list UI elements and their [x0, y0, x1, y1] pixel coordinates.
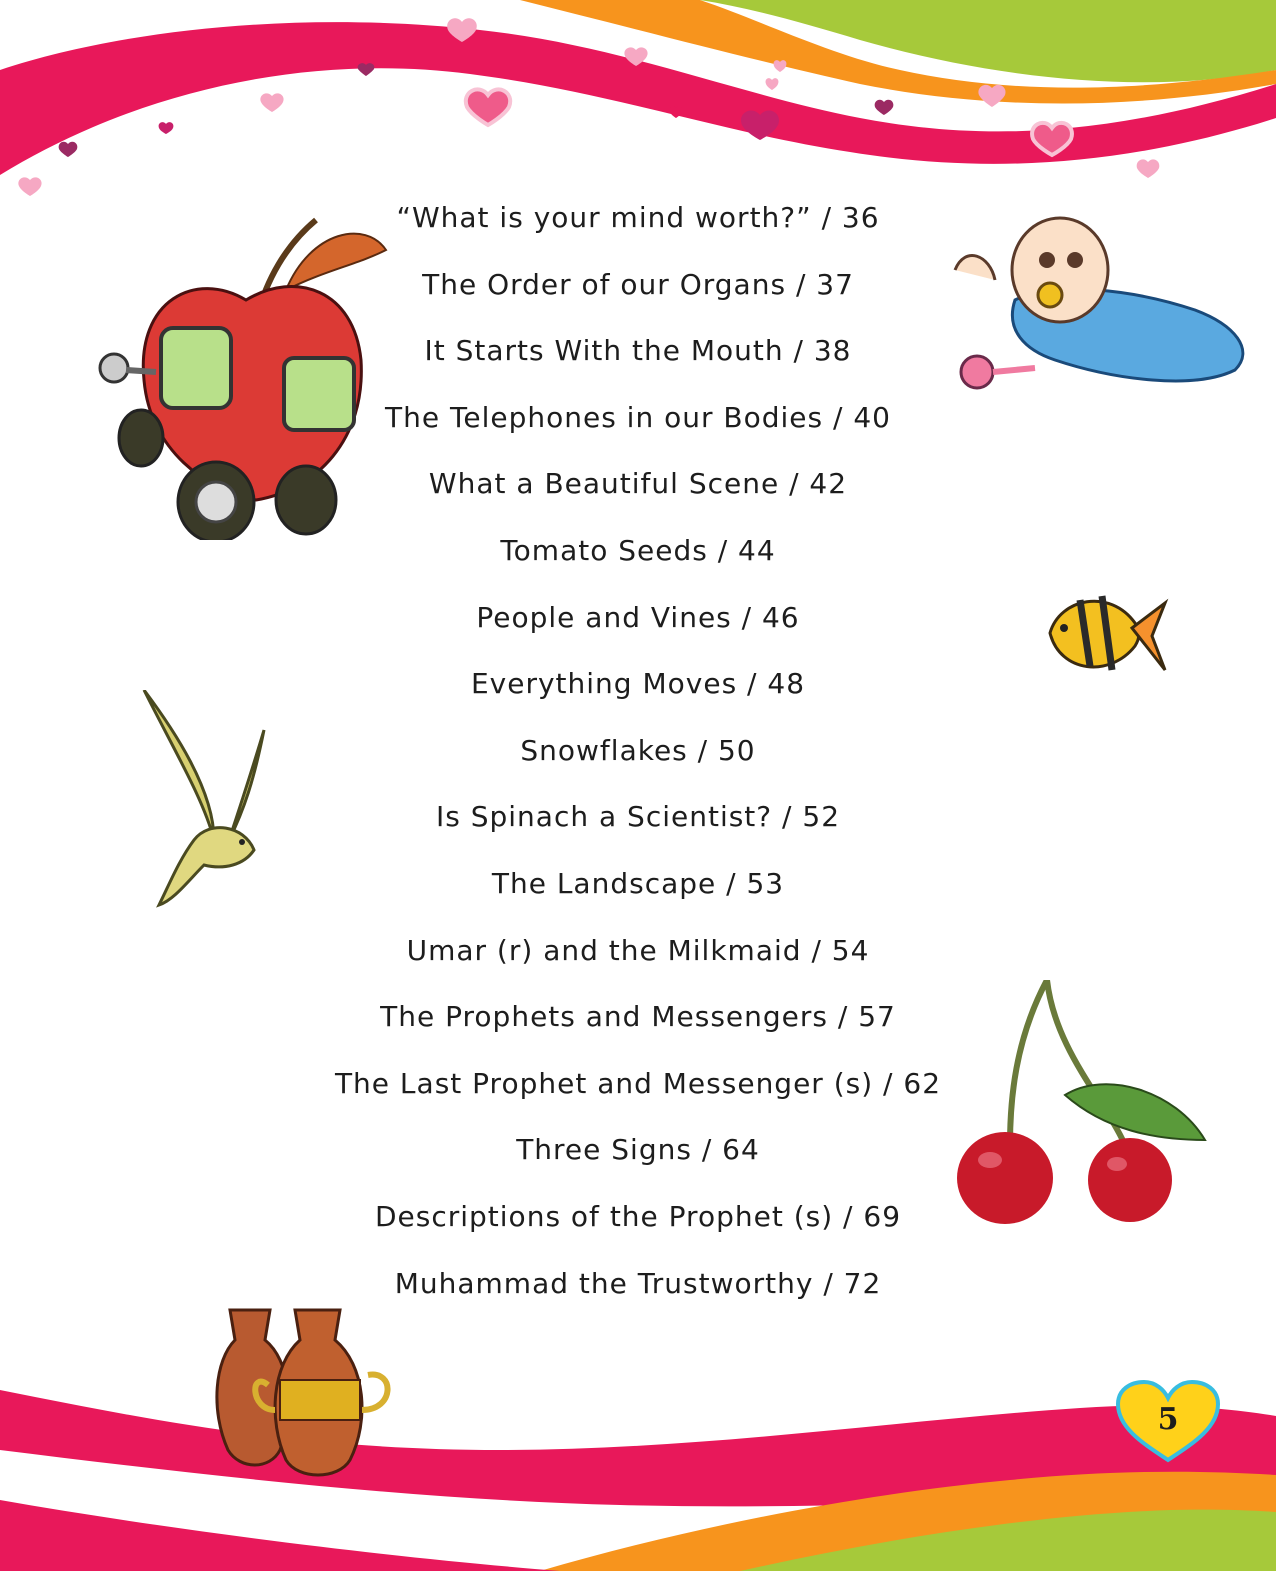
toc-entry: “What is your mind worth?” / 36: [396, 201, 880, 234]
toc-entry: What a Beautiful Scene / 42: [428, 467, 848, 501]
toc-entry: Descriptions of the Prophet (s) / 69: [374, 1199, 902, 1233]
toc-entry: Tomato Seeds / 44: [500, 533, 776, 567]
toc-entry: Snowflakes / 50: [520, 733, 756, 767]
toc-entry: The Order of our Organs / 37: [422, 267, 854, 301]
vases-icon: [210, 1300, 395, 1485]
toc-entry: The Landscape / 53: [491, 866, 785, 900]
page-number: 5: [1157, 1402, 1179, 1437]
toc-entry: People and Vines / 46: [476, 600, 800, 634]
toc-entry: The Prophets and Messengers / 57: [380, 1000, 896, 1034]
toc-entry: It Starts With the Mouth / 38: [424, 334, 852, 368]
toc-entry: Is Spinach a Scientist? / 52: [435, 800, 841, 834]
table-of-contents: [0, 195, 1276, 1327]
toc-entry: Muhammad the Trustworthy / 72: [394, 1266, 882, 1300]
toc-entry: Three Signs / 64: [516, 1133, 760, 1167]
toc-entry: The Last Prophet and Messenger (s) / 62: [334, 1066, 942, 1100]
toc-entry: Everything Moves / 48: [470, 667, 806, 701]
toc-entry: The Telephones in our Bodies / 40: [385, 400, 891, 434]
toc-entry: Umar (r) and the Milkmaid / 54: [406, 933, 870, 967]
